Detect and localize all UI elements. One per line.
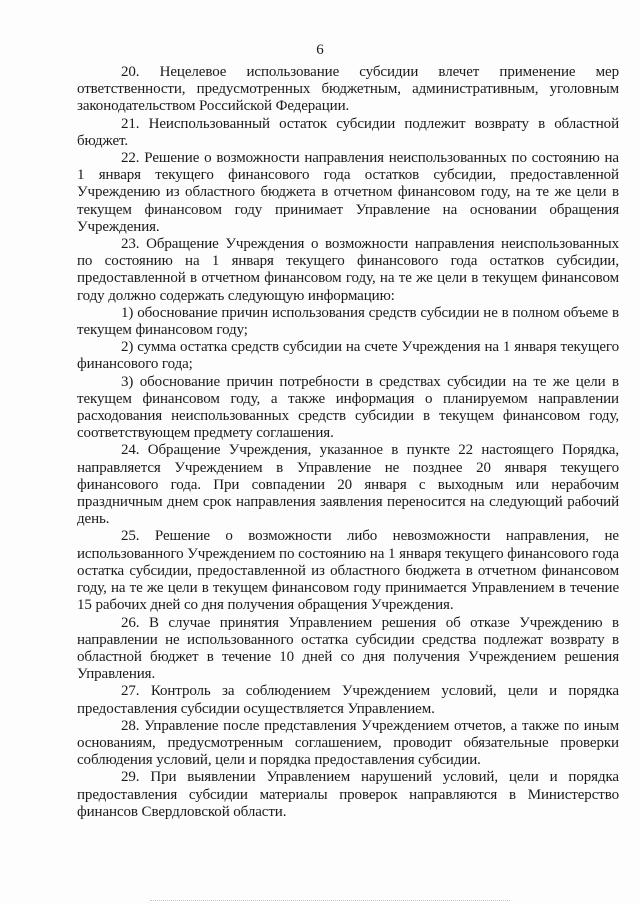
- paragraph-25: 25. Решение о возможности либо невозможности направления, не использованного Учреждением по состоянию на 1 января текущего финансового года остатка субсидии, предоставленной из областного бюджета в отчетном финансовом году, на те же цели в текущем финансовом году принимается Управлением в течение 15 рабочих дней со дня получения обращения Учреждения.: [77, 528, 619, 614]
- paragraph-21: 21. Неиспользованный остаток субсидии подлежит возврату в областной бюджет.: [77, 115, 619, 149]
- scan-edge-mark: [150, 900, 510, 903]
- paragraph-24: 24. Обращение Учреждения, указанное в пункте 22 настоящего Порядка, направляется Учреждением в Управление не позднее 20 января текущего финансового года. При совпадении 20 января с выходным или нерабочим праздничным днем срок направления заявления переносится на следующий рабочий день.: [77, 442, 619, 528]
- paragraph-22: 22. Решение о возможности направления неиспользованных по состоянию на 1 января текущего финансового года остатков субсидии, предоставленной Учреждению из областного бюджета в отчетном финансовом году, на те же цели в текущем финансовом году принимает Управление на основании обращения Учреждения.: [77, 150, 619, 235]
- paragraph-23: 23. Обращение Учреждения о возможности направления неиспользованных по состоянию на 1 января текущего финансового года остатков субсидии, предоставленной в отчетном финансовом году, на те же цели в текущем финансовом году должно содержать следующую информацию:: [77, 236, 619, 304]
- paragraph-27: 27. Контроль за соблюдением Учреждением условий, цели и порядка предоставления субсидии осуществляется Управлением.: [77, 683, 619, 717]
- paragraph-23-item-2: 2) сумма остатка средств субсидии на счете Учреждения на 1 января текущего финансового года;: [77, 339, 619, 373]
- page-number: 6: [316, 42, 324, 58]
- paragraph-20: 20. Нецелевое использование субсидии влечет применение мер ответственности, предусмотренных бюджетным, административным, уголовным законодательством Российской Федерации.: [77, 64, 619, 115]
- paragraph-28: 28. Управление после представления Учреждением отчетов, а также по иным основаниям, предусмотренным соглашением, проводит обязательные проверки соблюдения условий, цели и порядка предоставления субсидии.: [77, 717, 619, 769]
- paragraph-26: 26. В случае принятия Управлением решения об отказе Учреждению в направлении не использованного остатка субсидии средства подлежат возврату в областной бюджет в течение 10 дней со дня получения Учреждением решения Управления.: [77, 614, 619, 683]
- document-body: [77, 64, 619, 821]
- paragraph-29: 29. При выявлении Управлением нарушений условий, цели и порядка предоставления субсидии материалы проверок направляются в Министерство финансов Свердловской области.: [77, 769, 619, 820]
- paragraph-23-item-3: 3) обоснование причин потребности в средствах субсидии на те же цели в текущем финансовом году, а также информация о планируемом направлении расходования неиспользованных средств субсидии в текущем финансовом году, соответствующем предмету соглашения.: [77, 373, 619, 442]
- paragraph-23-item-1: 1) обоснование причин использования средств субсидии не в полном объеме в текущем финансовом году;: [77, 304, 619, 339]
